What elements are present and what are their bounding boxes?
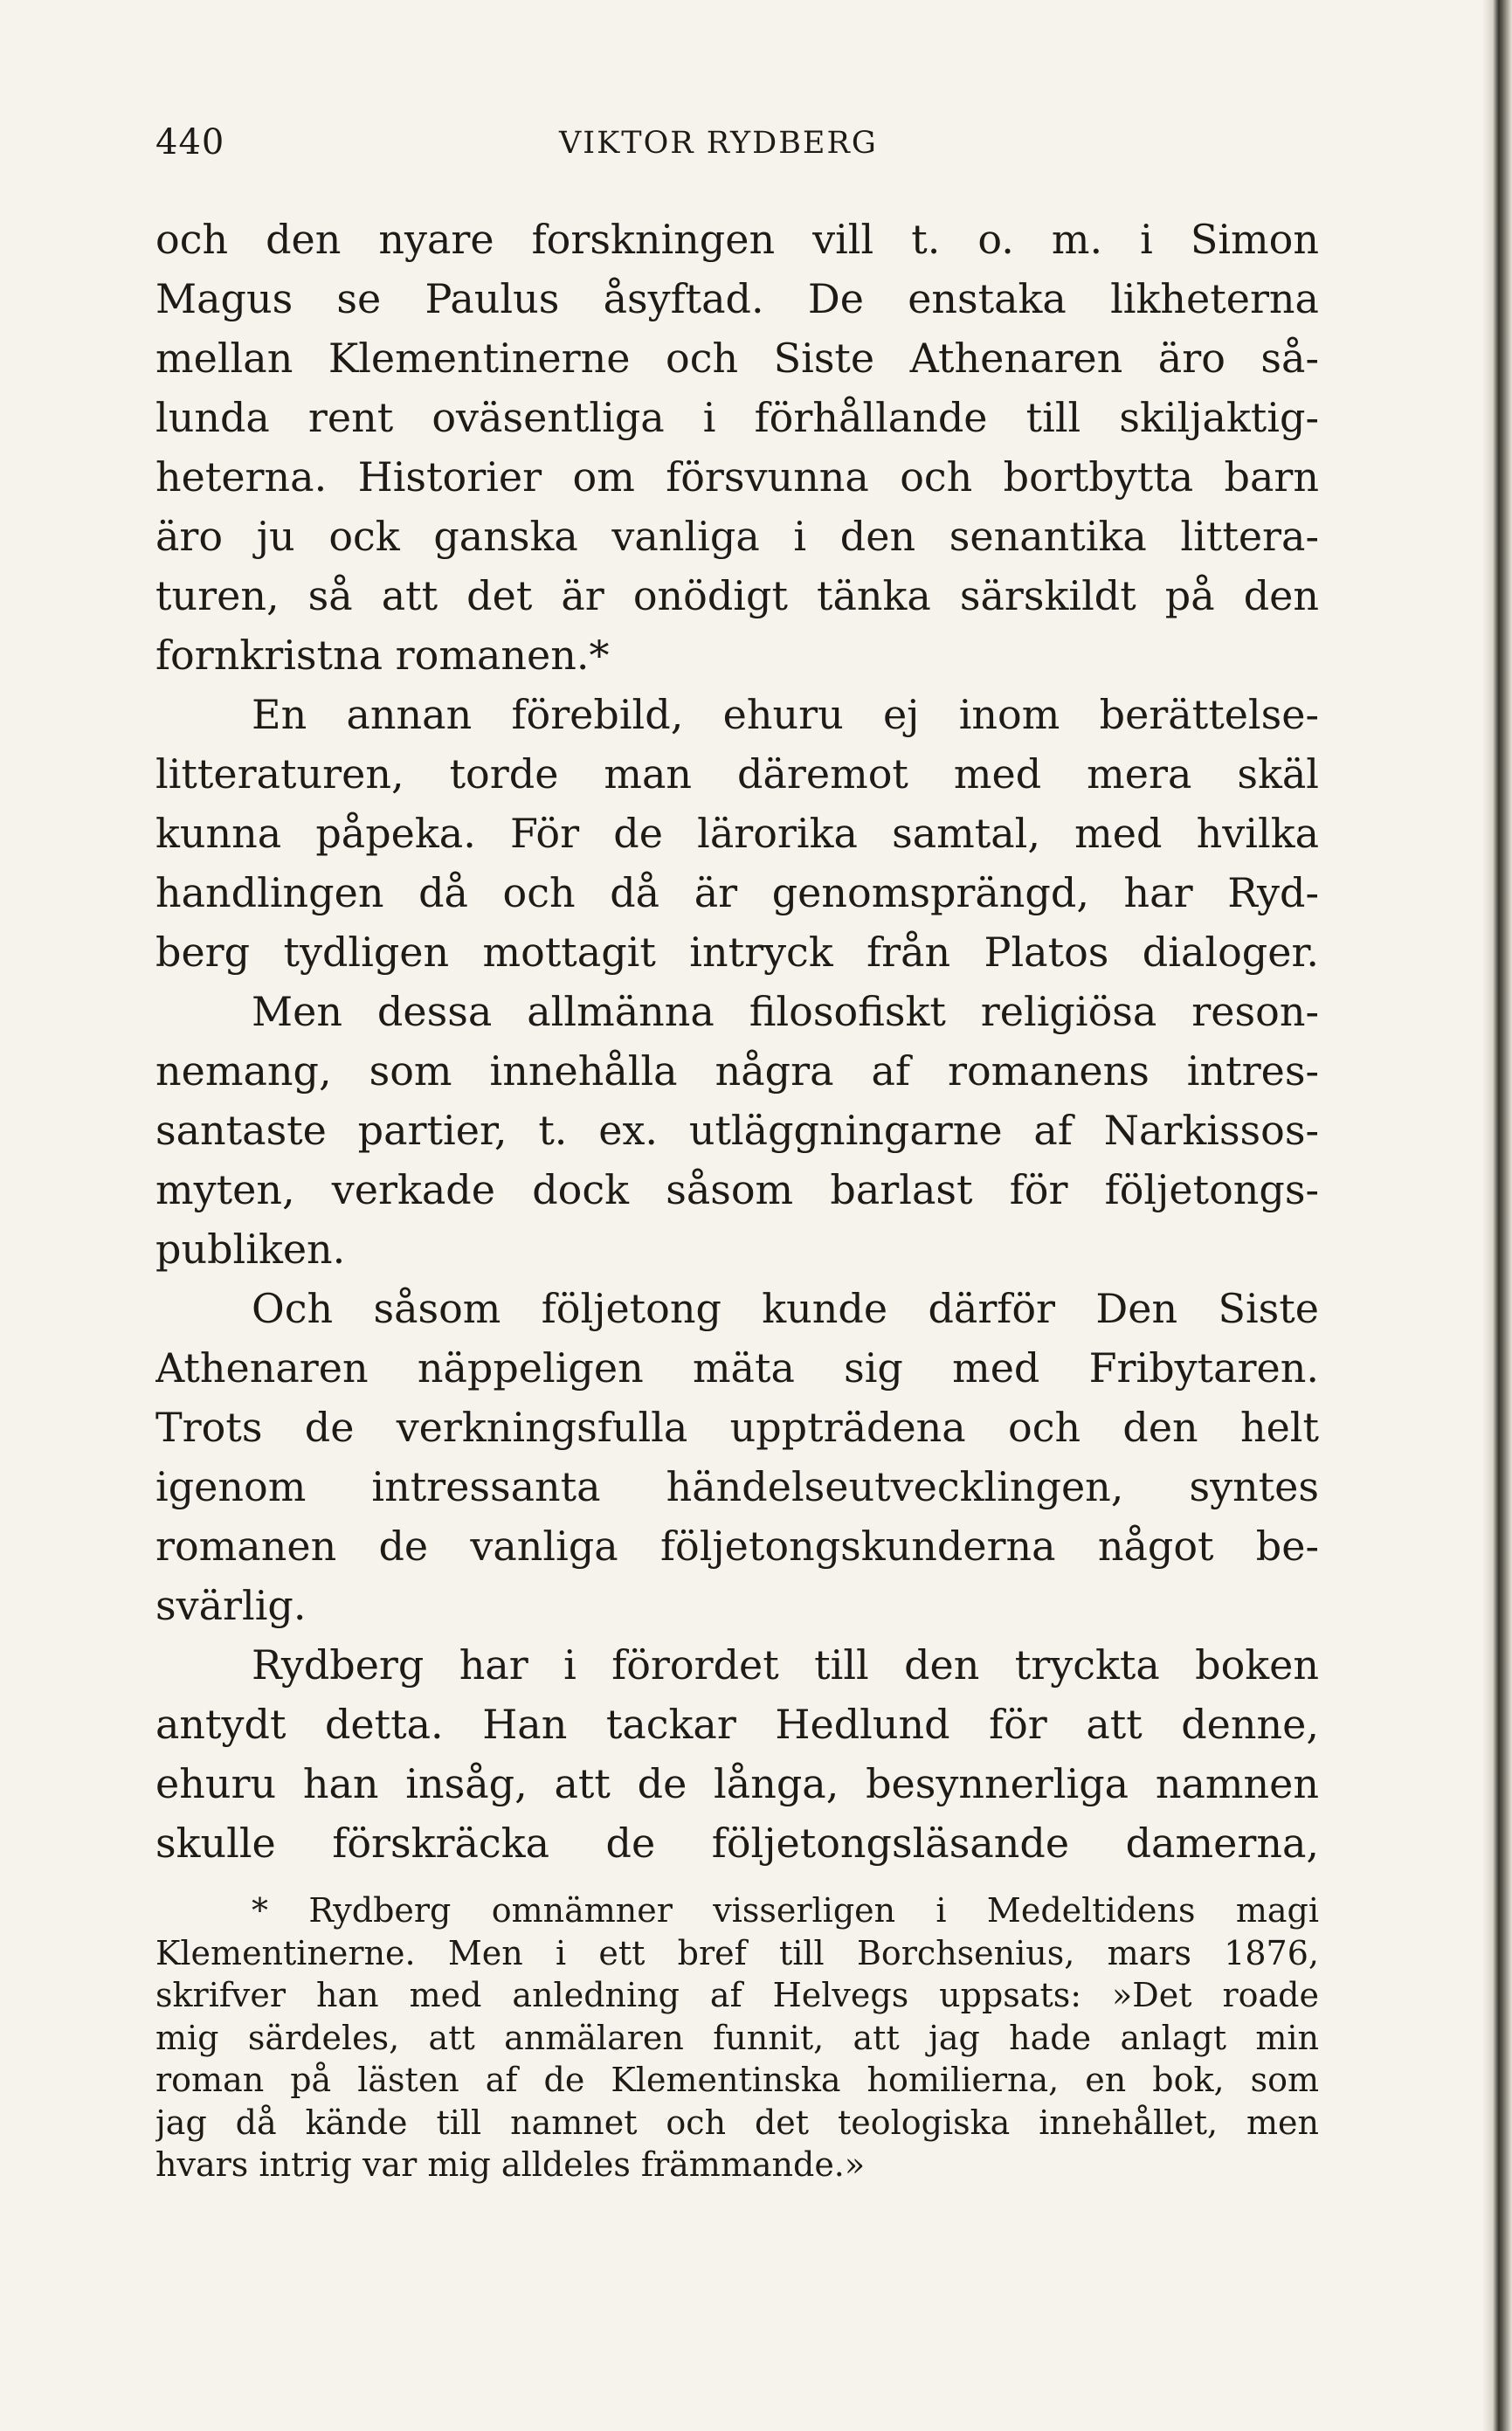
footnote-line: mig särdeles, att anmälaren funnit, att jag hade anlagt min [155,2018,1319,2057]
page-number: 440 [155,122,225,162]
body-line: Athenaren näppeligen mäta sig med Fribytaren. [155,1344,1319,1392]
body-line: myten, verkade dock såsom barlast för följetongs- [155,1166,1319,1213]
body-line: kunna påpeka. För de lärorika samtal, med hvilka [155,810,1319,857]
footnote-line: jag då kände till namnet och det teologiska innehållet, men [155,2103,1319,2142]
body-line: lunda rent oväsentliga i förhållande till skiljaktig- [155,394,1319,441]
body-line: publiken. [155,1226,346,1273]
body-line: handlingen då och då är genomsprängd, har Ryd- [155,869,1319,916]
footnote-line: hvars intrig var mig alldeles främmande.» [155,2145,866,2184]
page-edge [1482,0,1512,2431]
body-line: heterna. Historier om försvunna och bortbytta barn [155,453,1319,501]
running-head: VIKTOR RYDBERG [559,126,878,161]
body-line: Rydberg har i förordet till den tryckta boken [252,1641,1319,1689]
footnote [155,1889,1319,2186]
body-line: äro ju ock ganska vanliga i den senantika littera- [155,513,1319,560]
page-header [155,122,1317,166]
body-line: igenom intressanta händelseutvecklingen, syntes [155,1463,1319,1510]
body-line: litteraturen, torde man däremot med mera skäl [155,750,1319,798]
body-line: Men dessa allmänna filosofiskt religiösa reson- [252,988,1319,1035]
body-line: turen, så att det är onödigt tänka särskildt på den [155,572,1319,619]
body-line: svärlig. [155,1582,307,1629]
footnote-line: skrifver han med anledning af Helvegs uppsats: »Det roade [155,1976,1319,2014]
body-line: fornkristna romanen.* [155,632,610,679]
body-text [155,210,1319,1873]
body-line: Magus se Paulus åsyftad. De enstaka likheterna [155,275,1319,322]
body-line: berg tydligen mottagit intryck från Platos dialoger. [155,929,1319,976]
body-line: Trots de verkningsfulla uppträdena och den helt [155,1404,1319,1451]
body-line: och den nyare forskningen vill t. o. m. i Simon [155,216,1319,263]
body-line: nemang, som innehålla några af romanens intres- [155,1047,1319,1095]
body-line: santaste partier, t. ex. utläggningarne af Narkissos- [155,1107,1319,1154]
body-line: En annan förebild, ehuru ej inom berättelse- [252,691,1319,738]
body-line: romanen de vanliga följetongskunderna något be- [155,1523,1319,1570]
body-line: Och såsom följetong kunde därför Den Siste [252,1285,1319,1332]
footnote-line: Klementinerne. Men i ett bref till Borchsenius, mars 1876, [155,1933,1319,1972]
footnote-line: roman på lästen af de Klementinska homilierna, en bok, som [155,2061,1319,2099]
body-line: antydt detta. Han tackar Hedlund för att denne, [155,1701,1319,1748]
body-line: skulle förskräcka de följetongsläsande damerna, [155,1820,1319,1867]
body-line: mellan Klementinerne och Siste Athenaren äro så- [155,335,1319,382]
body-line: ehuru han insåg, att de långa, besynnerliga namnen [155,1760,1319,1807]
footnote-line: * Rydberg omnämner visserligen i Medeltidens magi [252,1891,1319,1930]
